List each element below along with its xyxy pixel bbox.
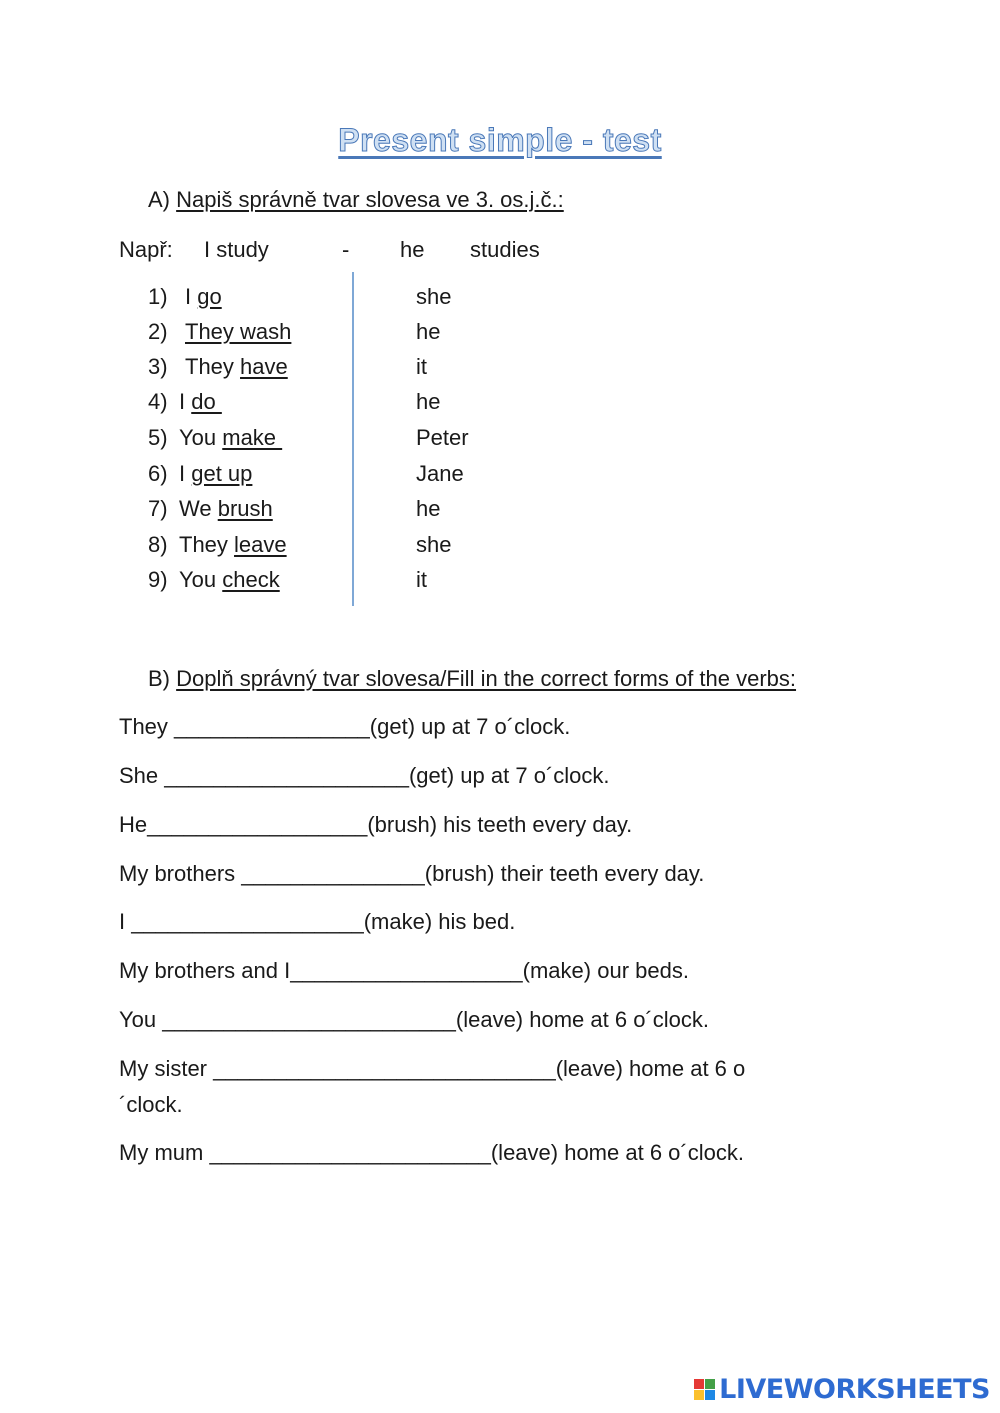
exercise-a-item (0, 354, 1000, 382)
item-number: 9) (148, 567, 168, 592)
example-label: Např: (119, 237, 173, 262)
item-verb: do (191, 389, 222, 414)
item-pronoun: We (179, 496, 218, 521)
item-subject: she (416, 532, 452, 557)
exercise-a-item (0, 319, 1000, 347)
fill-in-sentence: I ___________________(make) his bed. (119, 909, 516, 934)
exercise-a-item (0, 496, 1000, 524)
exercise-a-item (0, 389, 1000, 417)
item-pronoun: I (179, 389, 192, 414)
item-pronoun: They (179, 532, 235, 557)
item-verb: go (197, 284, 222, 309)
item-verb: leave (234, 532, 287, 557)
section-a-prefix: A) (148, 187, 177, 212)
exercise-a-item (0, 425, 1000, 453)
logo-square (694, 1379, 704, 1389)
item-number: 1) (148, 284, 168, 309)
example-subject: he (400, 237, 425, 262)
example-answer: studies (470, 237, 540, 262)
item-verb: have (240, 354, 288, 379)
section-b-title: Doplň správný tvar slovesa/Fill in the correct forms of the verbs: (176, 666, 797, 691)
fill-in-sentence: My brothers _______________(brush) their teeth every day. (119, 861, 705, 886)
logo-square (705, 1390, 715, 1400)
item-number: 6) (148, 461, 168, 486)
exercise-a-item (0, 567, 1000, 595)
fill-in-sentence: ´clock. (119, 1092, 183, 1117)
section-b-heading (148, 665, 796, 693)
liveworksheets-icon (694, 1379, 715, 1400)
item-number: 8) (148, 532, 168, 557)
item-number: 2) (148, 319, 168, 344)
brand-name: LIVEWORKSHEETS (719, 1374, 990, 1405)
fill-in-sentence: He__________________(brush) his teeth every day. (119, 812, 633, 837)
item-pronoun: You (179, 567, 223, 592)
item-subject: Jane (416, 461, 464, 486)
item-pronoun: I (185, 284, 198, 309)
fill-in-sentence: They ________________(get) up at 7 o´clock. (119, 714, 571, 739)
item-subject: Peter (416, 425, 469, 450)
item-verb-phrase (179, 567, 280, 593)
section-b-prefix: B) (148, 666, 177, 691)
item-verb-phrase (179, 425, 282, 451)
exercise-a-item (0, 532, 1000, 560)
section-a-title: Napiš správně tvar slovesa ve 3. os.j.č.: (176, 187, 564, 212)
fill-in-sentence: You ________________________(leave) home at 6 o´clock. (119, 1007, 709, 1032)
exercise-a-item (0, 461, 1000, 489)
item-pronoun: I (179, 461, 192, 486)
item-number: 4) (148, 389, 168, 414)
example-dash: - (342, 237, 350, 262)
logo-square (705, 1379, 715, 1389)
item-subject: she (416, 284, 452, 309)
item-verb: They wash (185, 319, 292, 344)
example-phrase: I study (204, 237, 269, 262)
item-verb-phrase (179, 389, 222, 415)
fill-in-sentence: She ____________________(get) up at 7 o´clock. (119, 763, 610, 788)
item-verb-phrase (185, 354, 288, 380)
item-number: 3) (148, 354, 168, 379)
item-verb-phrase (179, 496, 273, 522)
fill-in-sentence: My mum _______________________(leave) home at 6 o´clock. (119, 1140, 744, 1165)
item-subject: he (416, 319, 441, 344)
brand-logo (694, 1374, 990, 1405)
item-verb: brush (217, 496, 273, 521)
page-title: Present simple - test (338, 122, 662, 158)
item-pronoun: They (185, 354, 241, 379)
fill-in-sentence: My brothers and I___________________(make) our beds. (119, 958, 689, 983)
item-subject: it (416, 567, 427, 592)
exercise-a-item (0, 284, 1000, 312)
item-number: 5) (148, 425, 168, 450)
item-pronoun: You (179, 425, 223, 450)
item-verb: check (222, 567, 280, 592)
section-a-heading (148, 186, 564, 214)
item-verb: make (222, 425, 283, 450)
item-verb-phrase (185, 284, 222, 310)
item-verb-phrase (179, 532, 287, 558)
item-verb-phrase (185, 319, 291, 345)
item-subject: it (416, 354, 427, 379)
item-verb: get up (191, 461, 253, 486)
logo-square (694, 1390, 704, 1400)
item-number: 7) (148, 496, 168, 521)
fill-in-sentence: My sister ____________________________(leave) home at 6 o (119, 1056, 746, 1081)
item-subject: he (416, 389, 441, 414)
item-verb-phrase (179, 461, 252, 487)
item-subject: he (416, 496, 441, 521)
